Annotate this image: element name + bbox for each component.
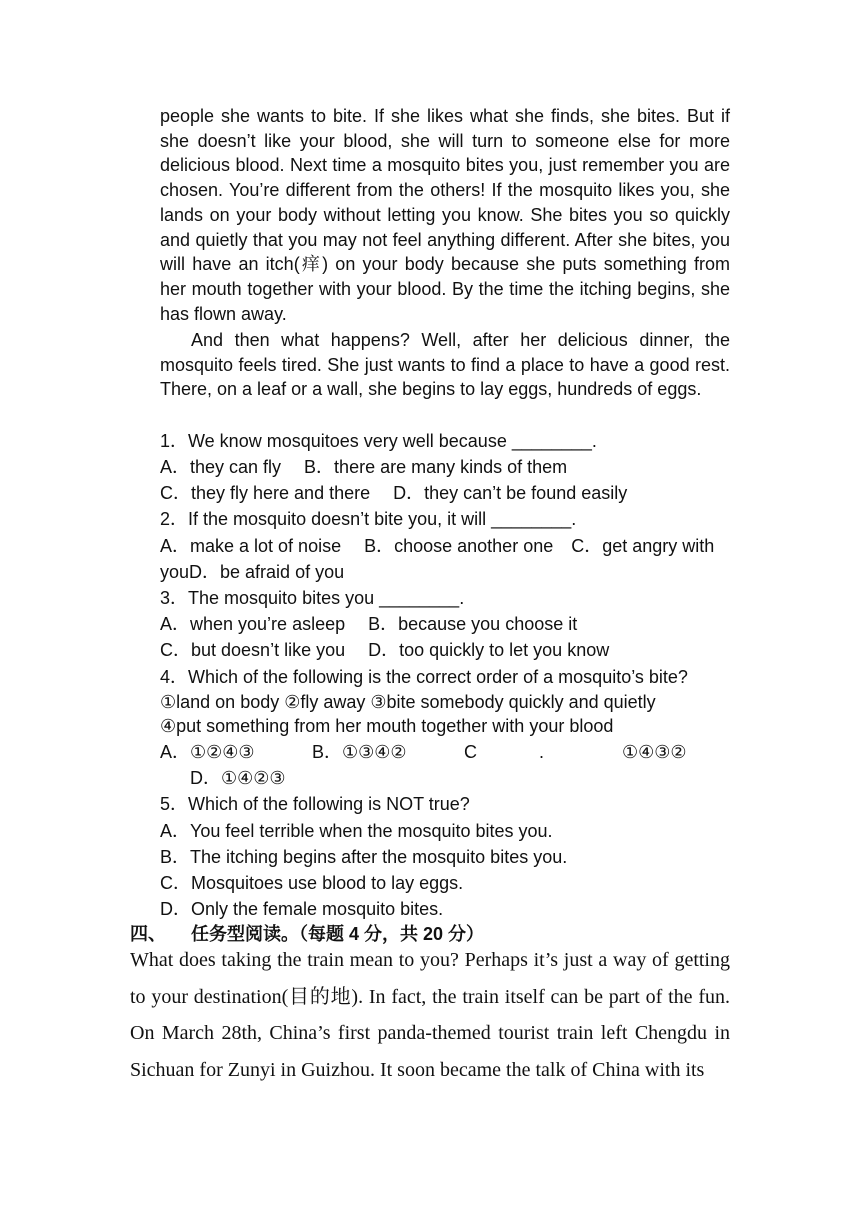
passage-paragraph-1: people she wants to bite. If she likes what she finds, she bites. But if she doesn’t like your blood, she will turn to someone else for more delicious blood. Next time a mosquito bites you, just remember you are chosen. You’re different from the others! If the mosquito likes you, she lands on your body without letting you know. She bites you so quickly and quietly that you may not feel anything different. After she bites, you will have an itch(痒) on your body because she puts something from her mouth together with your blood. By the time the itching begins, she has flown away. [160, 106, 730, 324]
question-1-options-line-2: C．they fly here and there D．they can’t be found easily [160, 483, 628, 503]
question-5-option-c: C．Mosquitoes use blood to lay eggs. [160, 873, 464, 893]
section-4-passage: What does taking the train mean to you? Perhaps it’s just a way of getting to your destination(目的地). In fact, the train itself can be part of the fun. On March 28th, China’s first panda-themed tourist train left Chengdu in Sichuan for Zunyi in Guizhou. It soon became the talk of China with its [130, 949, 730, 1081]
question-4-option-a: A．①②④③ [160, 742, 255, 762]
question-1-stem: 1．We know mosquitoes very well because ________. [160, 431, 597, 451]
question-2-options-line-1: A．make a lot of noise B．choose another one C．get angry with [160, 536, 715, 556]
question-4-option-c-letter: C [464, 742, 477, 762]
section-4-number: 四、 [130, 924, 166, 944]
question-5-option-d: D．Only the female mosquito bites. [160, 899, 444, 919]
question-2-stem: 2．If the mosquito doesn’t bite you, it will ________. [160, 509, 577, 529]
section-4-title: 任务型阅读。（每题 4 分，共 20 分） [191, 924, 485, 944]
question-4-option-d: D．①④②③ [190, 768, 286, 788]
question-1-options-line-1: A．they can fly B．there are many kinds of them [160, 457, 568, 477]
question-4-option-b: B．①③④② [312, 742, 407, 762]
question-4-steps-line-1: ①land on body ②fly away ③bite somebody quickly and quietly [160, 692, 656, 712]
question-4-stem: 4．Which of the following is the correct order of a mosquito’s bite? [160, 667, 688, 687]
question-3-options-line-2: C．but doesn’t like you D．too quickly to let you know [160, 640, 610, 660]
question-2-options-line-2: youD．be afraid of you [160, 562, 345, 582]
question-3-stem: 3．The mosquito bites you ________. [160, 588, 465, 608]
question-3-options-line-1: A．when you’re asleep B．because you choose it [160, 614, 578, 634]
question-4-steps-line-2: ④put something from her mouth together with your blood [160, 716, 614, 736]
question-4-option-c-value: ①④③② [622, 742, 687, 762]
question-5-option-b: B．The itching begins after the mosquito bites you. [160, 847, 568, 867]
question-5-stem: 5．Which of the following is NOT true? [160, 794, 470, 814]
question-4-option-c-dot: . [539, 742, 545, 762]
question-5-option-a: A．You feel terrible when the mosquito bites you. [160, 821, 553, 841]
passage-paragraph-2: And then what happens? Well, after her delicious dinner, the mosquito feels tired. She just wants to find a place to have a good rest. There, on a leaf or a wall, she begins to lay eggs, hundreds of eggs. [160, 330, 730, 400]
